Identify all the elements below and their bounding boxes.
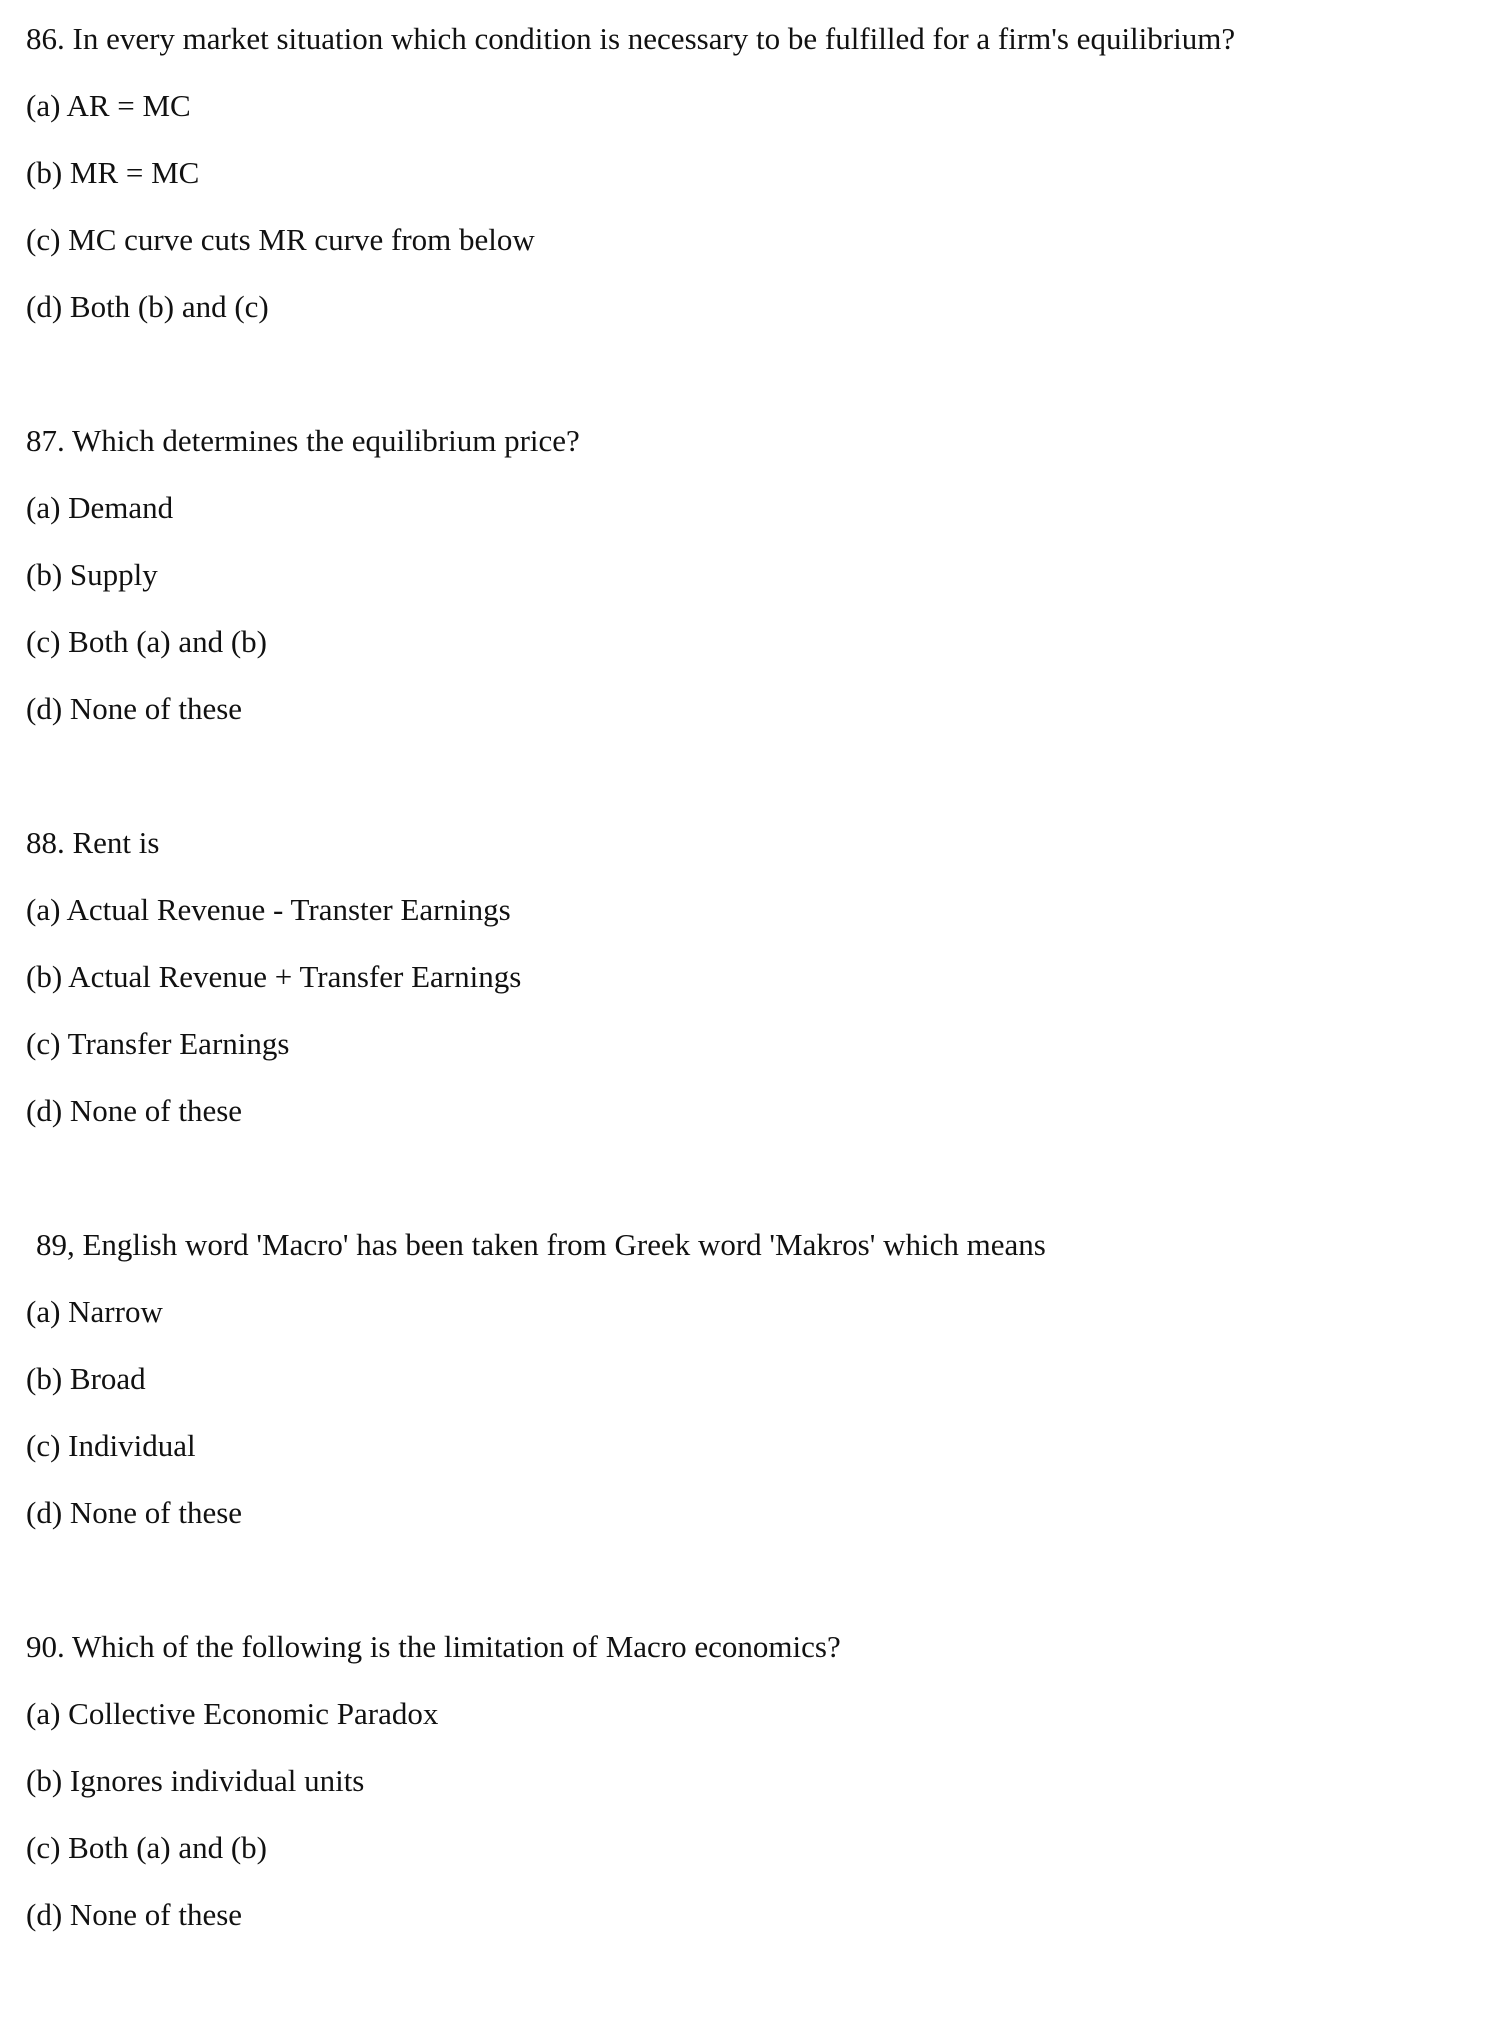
option-b: (b) Broad	[26, 1361, 146, 1396]
question-86	[26, 17, 1465, 340]
option-b: (b) Actual Revenue + Transfer Earnings	[26, 959, 522, 994]
option-c: (c) MC curve cuts MR curve from below	[26, 222, 535, 257]
question-90	[26, 1613, 1465, 1948]
question-text: 89, English word 'Macro' has been taken from Greek word 'Makros' which means	[36, 1227, 1046, 1262]
question-text: 88. Rent is	[26, 825, 160, 860]
option-d: (d) None of these	[26, 691, 243, 726]
question-text: 87. Which determines the equilibrium price?	[26, 423, 580, 458]
question-text: 90. Which of the following is the limitation of Macro economics?	[26, 1629, 841, 1664]
option-c: (c) Individual	[26, 1428, 196, 1463]
option-d: (d) None of these	[26, 1495, 243, 1530]
option-a: (a) Narrow	[26, 1294, 163, 1329]
question-89	[26, 1211, 1465, 1546]
option-d: (d) None of these	[26, 1897, 243, 1932]
option-c: (c) Both (a) and (b)	[26, 624, 268, 659]
option-c: (c) Both (a) and (b)	[26, 1830, 268, 1865]
question-87	[26, 407, 1465, 742]
option-b: (b) MR = MC	[26, 155, 200, 190]
option-a: (a) AR = MC	[26, 88, 191, 123]
option-c: (c) Transfer Earnings	[26, 1026, 290, 1061]
question-88	[26, 809, 1465, 1144]
option-a: (a) Demand	[26, 490, 174, 525]
option-b: (b) Supply	[26, 557, 158, 592]
document-page	[0, 17, 1505, 1948]
option-b: (b) Ignores individual units	[26, 1763, 365, 1798]
option-a: (a) Collective Economic Paradox	[26, 1696, 439, 1731]
question-text: 86. In every market situation which condition is necessary to be fulfilled for a firm's equilibrium?	[26, 21, 1236, 56]
option-d: (d) Both (b) and (c)	[26, 289, 269, 324]
option-d: (d) None of these	[26, 1093, 243, 1128]
option-a: (a) Actual Revenue - Transter Earnings	[26, 892, 511, 927]
